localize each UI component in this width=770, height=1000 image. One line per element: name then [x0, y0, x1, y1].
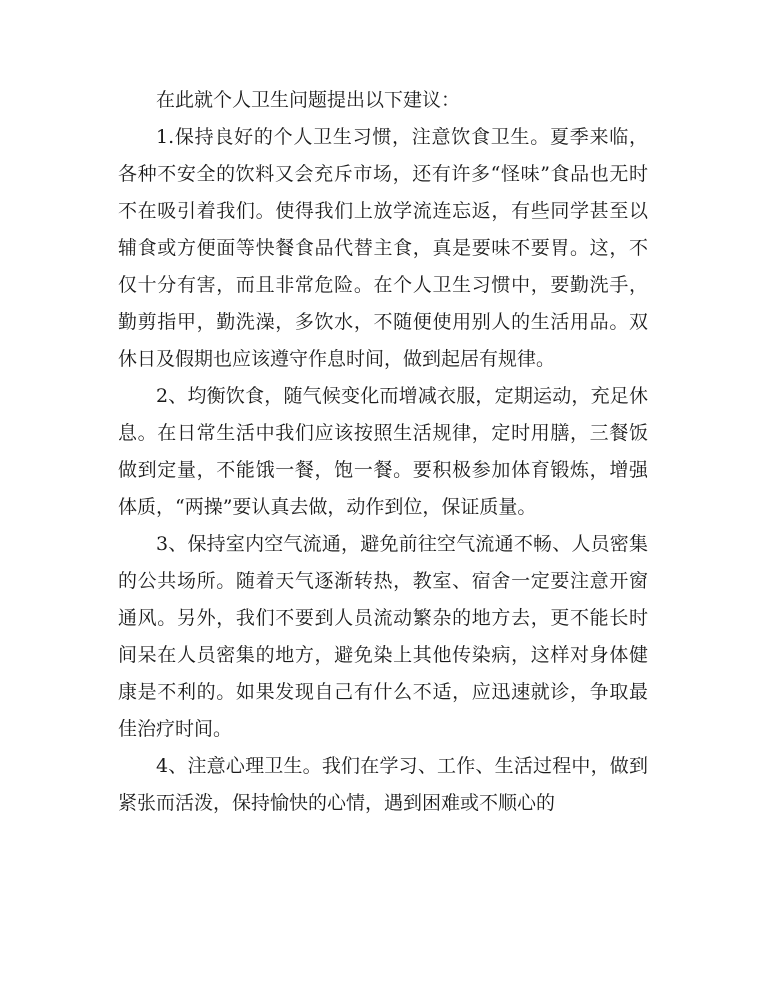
paragraph-item-3: 3、保持室内空气流通，避免前往空气流通不畅、人员密集的公共场所。随着天气逐渐转热，教室、宿舍一定要注意开窗通风。另外，我们不要到人员流动繁杂的地方去，更不能长时间呆在人员密集的地方，避免染上其他传染病，这样对身体健康是不利的。如果发现自己有什么不适，应迅速就诊，争取最佳治疗时间。 — [118, 533, 648, 740]
paragraph-item-2: 2、均衡饮食，随气候变化而增减衣服，定期运动，充足休息。在日常生活中我们应该按照生活规律，定时用膳，三餐饭做到定量，不能饿一餐，饱一餐。要积极参加体育锻炼，增强体质，“两操”要认真去做，动作到位，保证质量。 — [118, 385, 648, 518]
paragraph-item-1: 1.保持良好的个人卫生习惯，注意饮食卫生。夏季来临，各种不安全的饮料又会充斥市场，还有许多“怪味”食品也无时不在吸引着我们。使得我们上放学流连忘返，有些同学甚至以辅食或方便面等快餐食品代替主食，真是要味不要胃。这，不仅十分有害，而且非常危险。在个人卫生习惯中，要勤洗手，勤剪指甲，勤洗澡，多饮水，不随便使用别人的生活用品。双休日及假期也应该遵守作息时间，做到起居有规律。 — [118, 126, 648, 370]
paragraph-item-4: 4、注意心理卫生。我们在学习、工作、生活过程中，做到紧张而活泼，保持愉快的心情，遇到困难或不顺心的 — [118, 755, 648, 814]
document-body — [118, 82, 648, 822]
paragraph-intro: 在此就个人卫生问题提出以下建议： — [156, 89, 461, 111]
